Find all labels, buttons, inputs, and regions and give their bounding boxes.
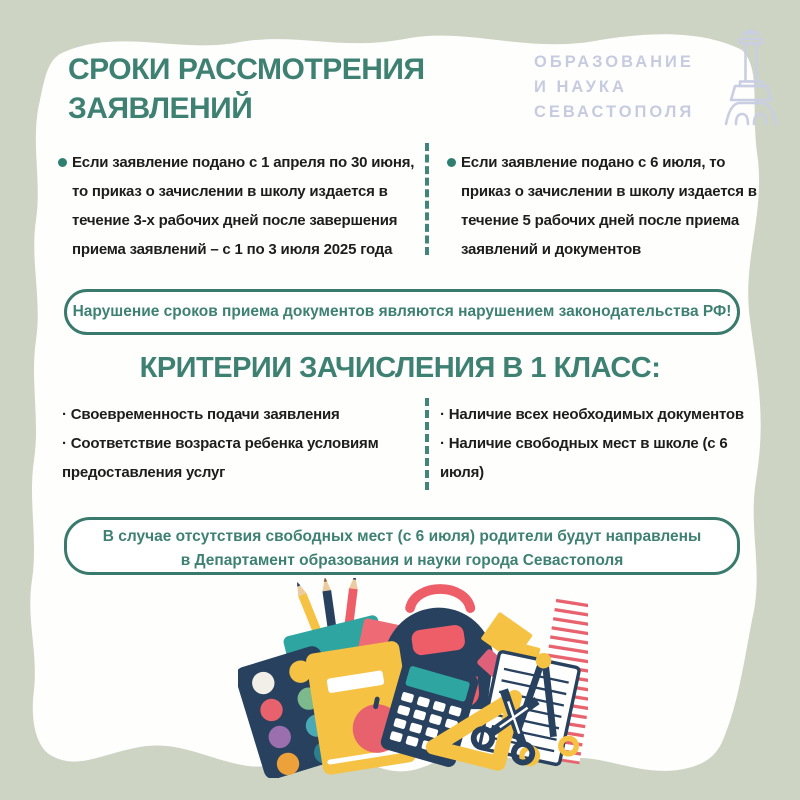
page-title-line2: ЗАЯВЛЕНИЙ: [68, 92, 253, 125]
bullet-dot-icon: [447, 158, 456, 167]
deadline-text-right: Если заявление подано с 6 июля, то приказ о зачислении в школу издается в течение 5 рабочих дней после приема заявлений и документов: [461, 154, 757, 258]
sevastopol-monument-icon: [722, 26, 780, 134]
info-banner-line2: в Департамент образования и науки города Севастополя: [180, 552, 624, 569]
logo-line2: И НАУКА: [534, 78, 627, 96]
deadline-item-april: [58, 148, 416, 264]
criteria-item: · Своевременность подачи заявления: [62, 400, 414, 429]
page-title: [68, 50, 488, 128]
info-banner-line1: В случае отсутствия свободных мест (с 6 июля) родители будут направлены: [102, 528, 702, 545]
criteria-item: · Соответствие возраста ребенка условиям предоставления услуг: [62, 429, 414, 487]
dashed-divider: [425, 143, 429, 255]
school-supplies-illustration: [238, 578, 588, 778]
deadline-item-july: [447, 148, 777, 264]
criteria-list-left: [62, 400, 414, 487]
criteria-item: · Наличие всех необходимых документов: [440, 400, 770, 429]
bullet-dot-icon: [58, 158, 67, 167]
page-title-line1: СРОКИ РАССМОТРЕНИЯ: [68, 53, 425, 86]
deadline-text-left: Если заявление подано с 1 апреля по 30 июня, то приказ о зачислении в школу издается в течение 3-х рабочих дней после завершения приема заявлений – с 1 по 3 июля 2025 года: [72, 154, 415, 258]
logo-line3: СЕВАСТОПОЛЯ: [534, 103, 695, 121]
warning-banner: Нарушение сроков приема документов являются нарушением законодательства РФ!: [64, 289, 740, 335]
info-banner: [64, 517, 740, 575]
criteria-item: · Наличие свободных мест в школе (с 6 июля): [440, 429, 770, 487]
logo-line1: ОБРАЗОВАНИЕ: [534, 53, 694, 71]
criteria-heading: КРИТЕРИИ ЗАЧИСЛЕНИЯ В 1 КЛАСС:: [139, 352, 661, 384]
criteria-list-right: [440, 400, 770, 487]
org-logo: [534, 50, 734, 125]
dashed-divider: [425, 398, 429, 490]
